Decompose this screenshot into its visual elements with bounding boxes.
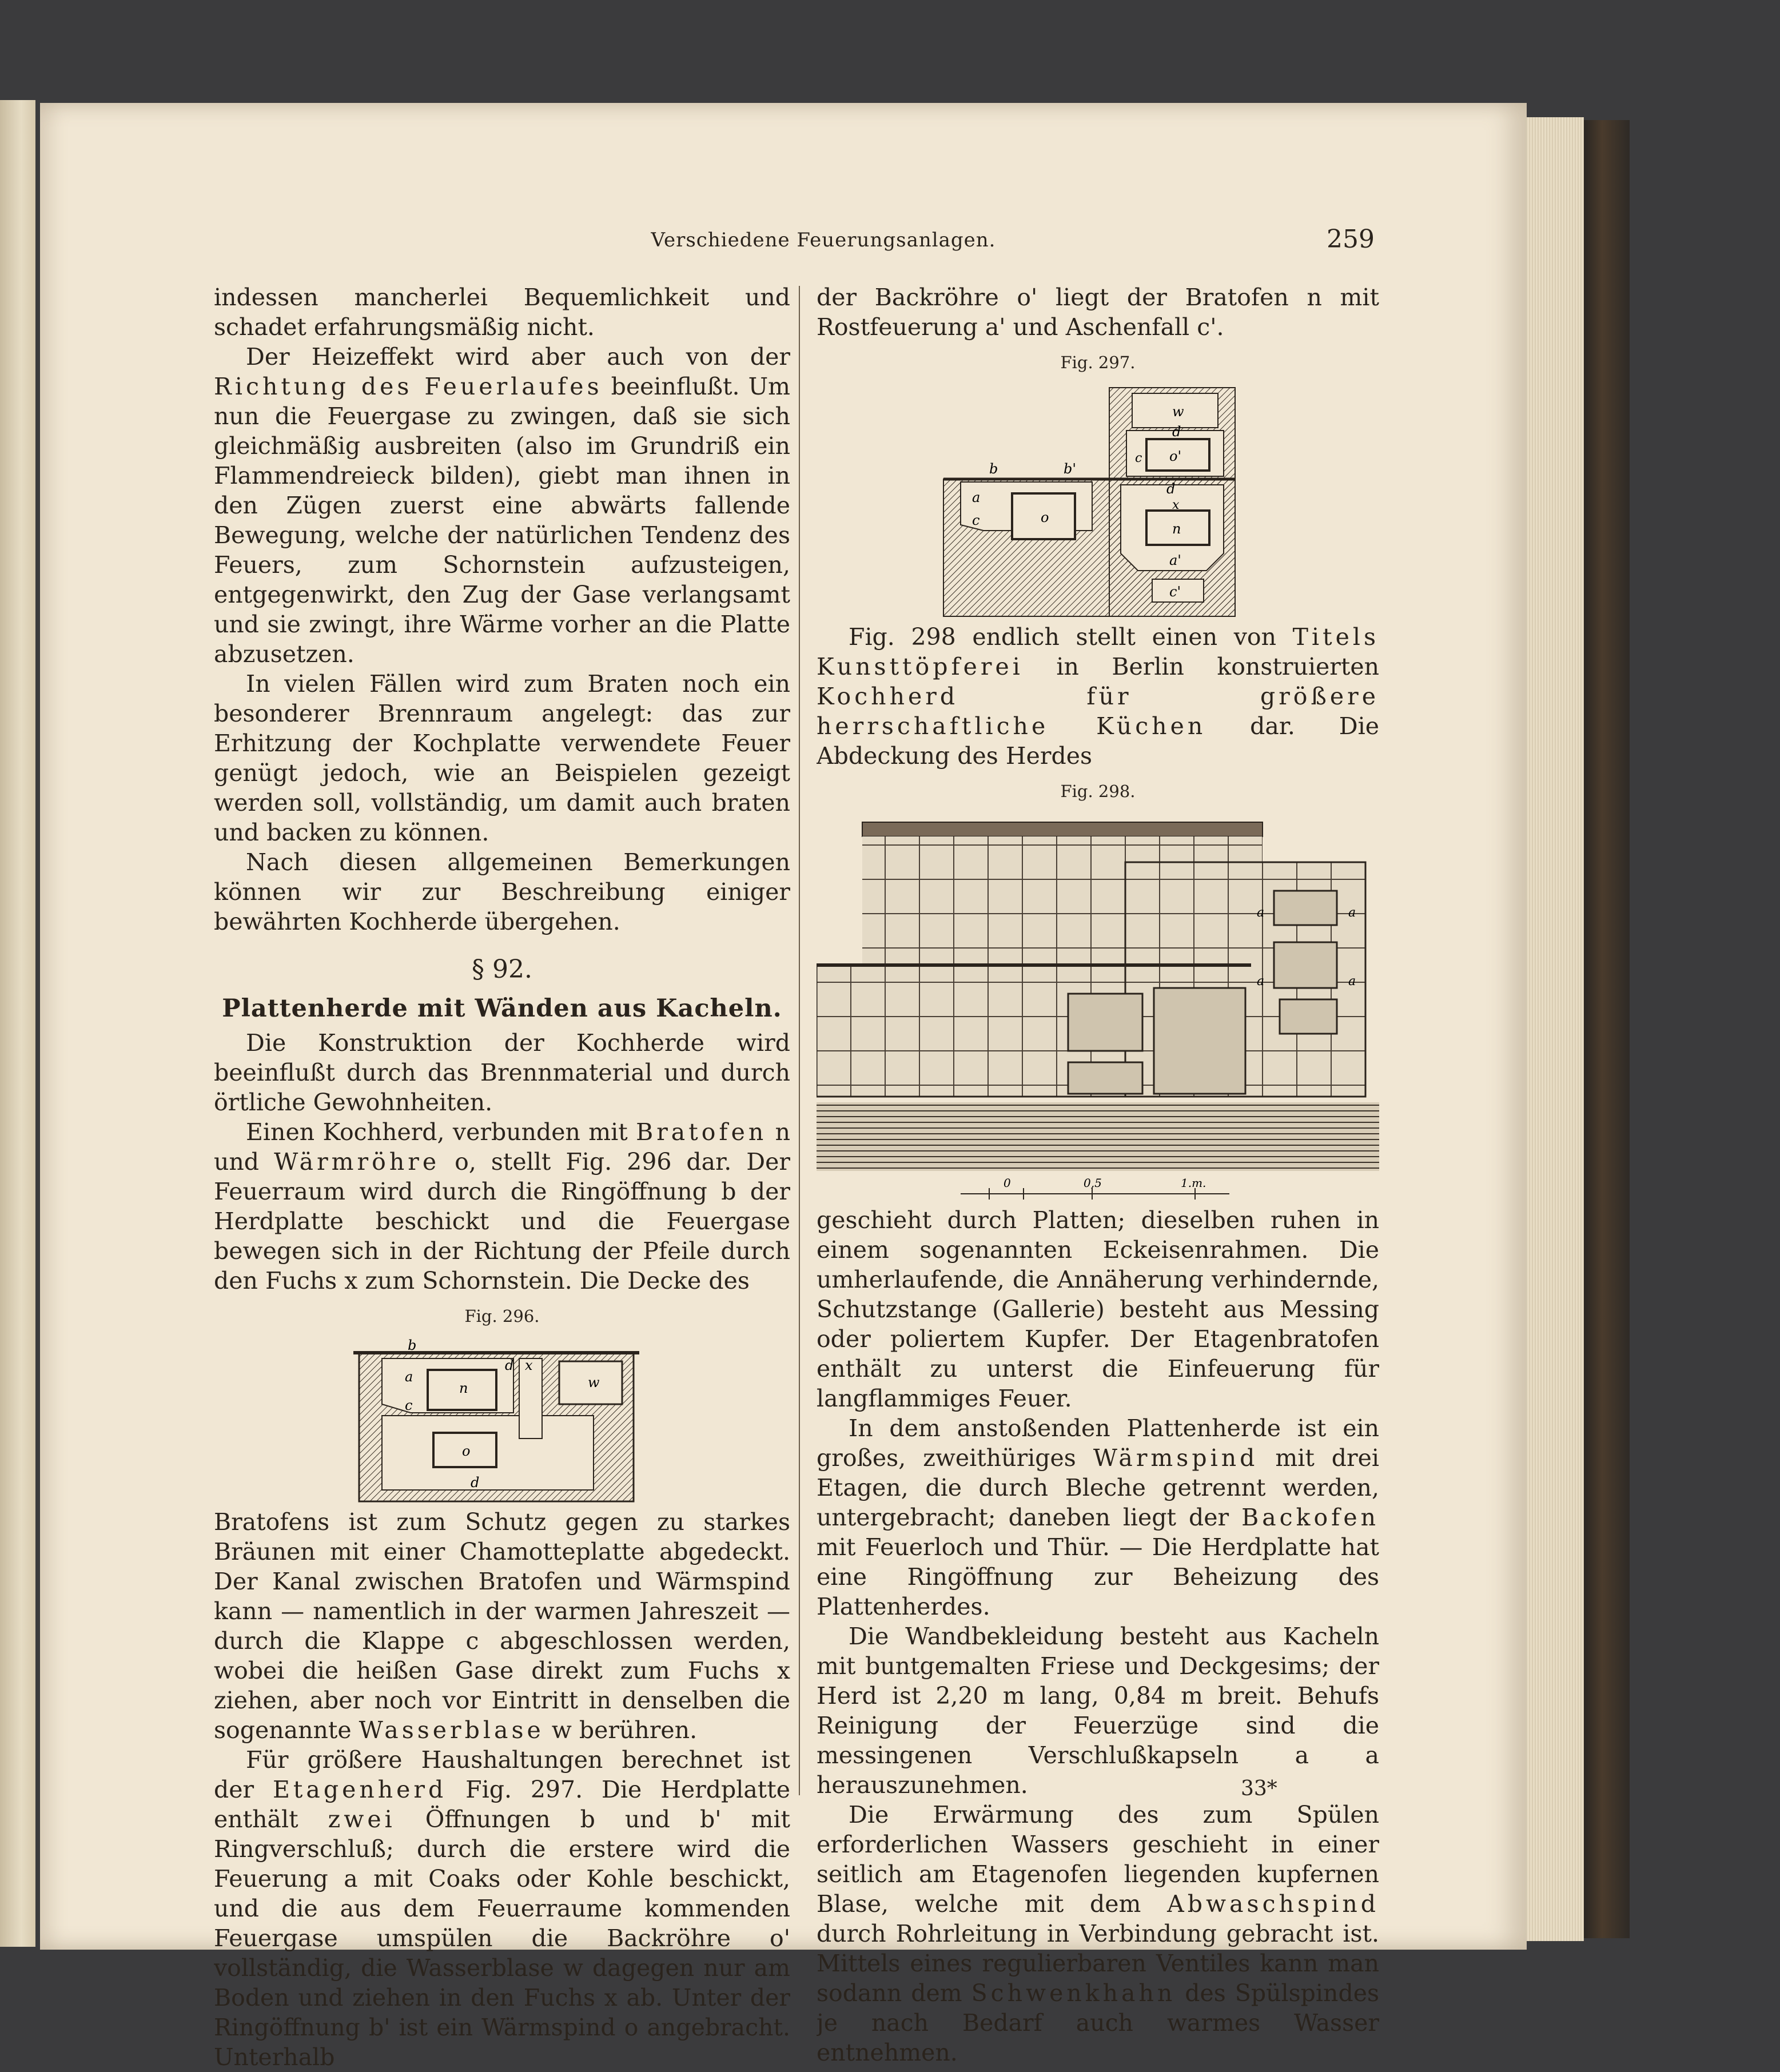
page-number: 259 <box>1327 225 1375 254</box>
label-a: a <box>972 489 981 505</box>
figure-caption: Fig. 296. <box>464 1306 540 1326</box>
label-d-2: d <box>1166 481 1176 497</box>
label-n: n <box>459 1380 468 1396</box>
paragraph: der Backröhre o' liegt der Bratofen n mit Rostfeuerung a' und Aschenfall c'. <box>817 284 1379 341</box>
book-cover-edge <box>1584 120 1630 1938</box>
label-a: a <box>405 1369 413 1385</box>
scale-label-0: 0 <box>1004 1177 1011 1190</box>
label-a-left-2: a <box>1257 974 1265 989</box>
label-o-prime: o' <box>1169 448 1182 464</box>
right-column <box>817 282 1379 2067</box>
label-w: w <box>588 1374 600 1390</box>
figure-296-stove-section <box>348 1336 656 1507</box>
paragraph: In vielen Fällen wird zum Braten noch ein besonderer Brennraum angelegt: das zur Erhitzung der Kochplatte verwendete Feuer genügt jedoch, wie an Beispielen gezeigt werden soll, vollständig, um damit auch braten und backen zu können. <box>214 670 790 846</box>
label-x: x <box>525 1357 533 1373</box>
paragraph: Fig. 298 endlich stellt einen von Titels Kunsttöpferei in Berlin konstruierten Kochherd für größere herrschaftliche Küchen dar. Die Abdeckung des Herdes <box>817 623 1379 770</box>
paragraph: Die Konstruktion der Kochherde wird beeinflußt durch das Brennmaterial und durch örtliche Gewohnheiten. <box>214 1029 790 1116</box>
scale-bar <box>955 1177 1241 1205</box>
paragraph: Die Erwärmung des zum Spülen erforderlichen Wassers geschieht in einer seitlich am Etagenofen liegenden kupfernen Blase, welche mit dem Abwaschspind durch Rohrleitung in Verbindung gebracht ist. Mittels eines regulierbaren Ventiles kann man sodann dem Schwenkhahn des Spülspindes je nach Bedarf auch warmes Wasser entnehmen. <box>817 1801 1379 2066</box>
label-b-prime: b' <box>1064 461 1076 477</box>
label-b: b <box>408 1337 417 1353</box>
label-x: x <box>1172 498 1180 512</box>
label-c: c <box>405 1397 413 1413</box>
figure-297-etagenherd-section <box>938 382 1258 622</box>
label-w: w <box>1172 404 1184 420</box>
scale-label-1m: 1.m. <box>1181 1177 1206 1190</box>
signature-mark: 33* <box>1241 1777 1277 1800</box>
paragraph: Für größere Haushaltungen berechnet ist der Etagenherd Fig. 297. Die Herdplatte enthält zwei Öffnungen b und b' mit Ringverschluß; durch die erstere wird die Feuerung a mit Coaks oder Kohle beschickt, und die aus dem Feuerraume kommenden Feuergase umspülen die Backröhre o' vollständig, die Wasserblase w dagegen nur am Boden und ziehen in den Fuchs x ab. Unter der Ringöffnung b' ist ein Wärmspind o angebracht. Unterhalb <box>214 1746 790 2071</box>
label-a-right-2: a <box>1348 974 1356 989</box>
label-o: o <box>462 1443 471 1459</box>
paragraph: indessen mancherlei Bequemlichkeit und schadet erfahrungsmäßig nicht. <box>214 284 790 341</box>
facing-page-edge <box>0 100 35 1947</box>
label-n: n <box>1172 521 1181 537</box>
page-edges <box>1527 117 1584 1941</box>
label-c-small: c <box>1135 451 1142 465</box>
column-divider <box>799 286 800 1795</box>
figure-caption: Fig. 298. <box>1060 782 1136 801</box>
paragraph: Nach diesen allgemeinen Bemerkungen können wir zur Beschreibung einiger bewährten Kochherde übergehen. <box>214 848 790 935</box>
label-d: d <box>1172 424 1181 440</box>
label-a-right: a <box>1348 906 1356 920</box>
paragraph: Einen Kochherd, verbunden mit Bratofen n und Wärmröhre o, stellt Fig. 296 dar. Der Feuerraum wird durch die Ringöffnung b der Herdplatte beschickt und die Feuergase bewegen sich in der Richtung der Pfeile durch den Fuchs x zum Schornstein. Die Decke des <box>214 1118 790 1294</box>
label-c-prime: c' <box>1169 584 1181 600</box>
label-d-bottom: d <box>471 1475 480 1491</box>
label-d: d <box>505 1357 514 1373</box>
label-a-prime: a' <box>1169 552 1181 568</box>
paragraph: Die Wandbekleidung besteht aus Kacheln mit buntgemalten Friese und Deckgesims; der Herd ist 2,20 m lang, 0,84 m breit. Behufs Reinigung der Feuerzüge sind die messingenen Verschlußkapseln a a herauszunehmen. <box>817 1623 1379 1799</box>
label-o: o <box>1041 509 1049 525</box>
label-c: c <box>972 512 980 528</box>
paragraph: In dem anstoßenden Plattenherde ist ein großes, zweithüriges Wärmspind mit drei Etagen, die durch Bleche getrennt werden, untergebracht; daneben liegt der Backofen mit Feuerloch und Thür. — Die Herdplatte hat eine Ringöffnung zur Beheizung des Plattenherdes. <box>817 1414 1379 1620</box>
section-title: Plattenherde mit Wänden aus Kacheln. <box>222 994 782 1023</box>
left-column <box>214 282 790 2072</box>
paragraph: geschieht durch Platten; dieselben ruhen in einem sogenannten Eckeisenrahmen. Die umherlaufende, die Annäherung verhindernde, Schutzstange (Gallerie) besteht aus Messing oder poliertem Kupfer. Der Etagenbratofen enthält zu unterst die Einfeuerung für langflammiges Feuer. <box>817 1206 1379 1412</box>
section-number: § 92. <box>472 955 532 984</box>
label-a-left: a <box>1257 906 1265 920</box>
figure-caption: Fig. 297. <box>1060 353 1136 372</box>
label-b: b <box>989 461 998 477</box>
figure-298-tiled-range <box>817 811 1379 1177</box>
paragraph: Bratofens ist zum Schutz gegen zu starkes Bräunen mit einer Chamotteplatte abgedeckt. Der Kanal zwischen Bratofen und Wärmspind kann — namentlich in der warmen Jahreszeit — durch die Klappe c abgeschlossen werden, wobei die heißen Gase direkt zum Fuchs x ziehen, aber noch vor Eintritt in denselben die sogenannte Wasserblase w berühren. <box>214 1508 790 1744</box>
scale-label-05: 0,5 <box>1084 1177 1102 1190</box>
running-title: Verschiedene Feuerungsanlagen. <box>651 229 996 252</box>
paragraph: Der Heizeffekt wird aber auch von der Richtung des Feuerlaufes beeinflußt. Um nun die Feuergase zu zwingen, daß sie sich gleichmäßig ausbreiten (also im Grundriß ein Flammendreieck bilden), giebt man ihnen in den Zügen zuerst eine abwärts fallende Bewegung, welche der natürlichen Tendenz des Feuers, zum Schornstein aufzusteigen, entgegenwirkt, den Zug der Gase verlangsamt und sie zwingt, ihre Wärme vorher an die Platte abzusetzen. <box>214 343 790 668</box>
